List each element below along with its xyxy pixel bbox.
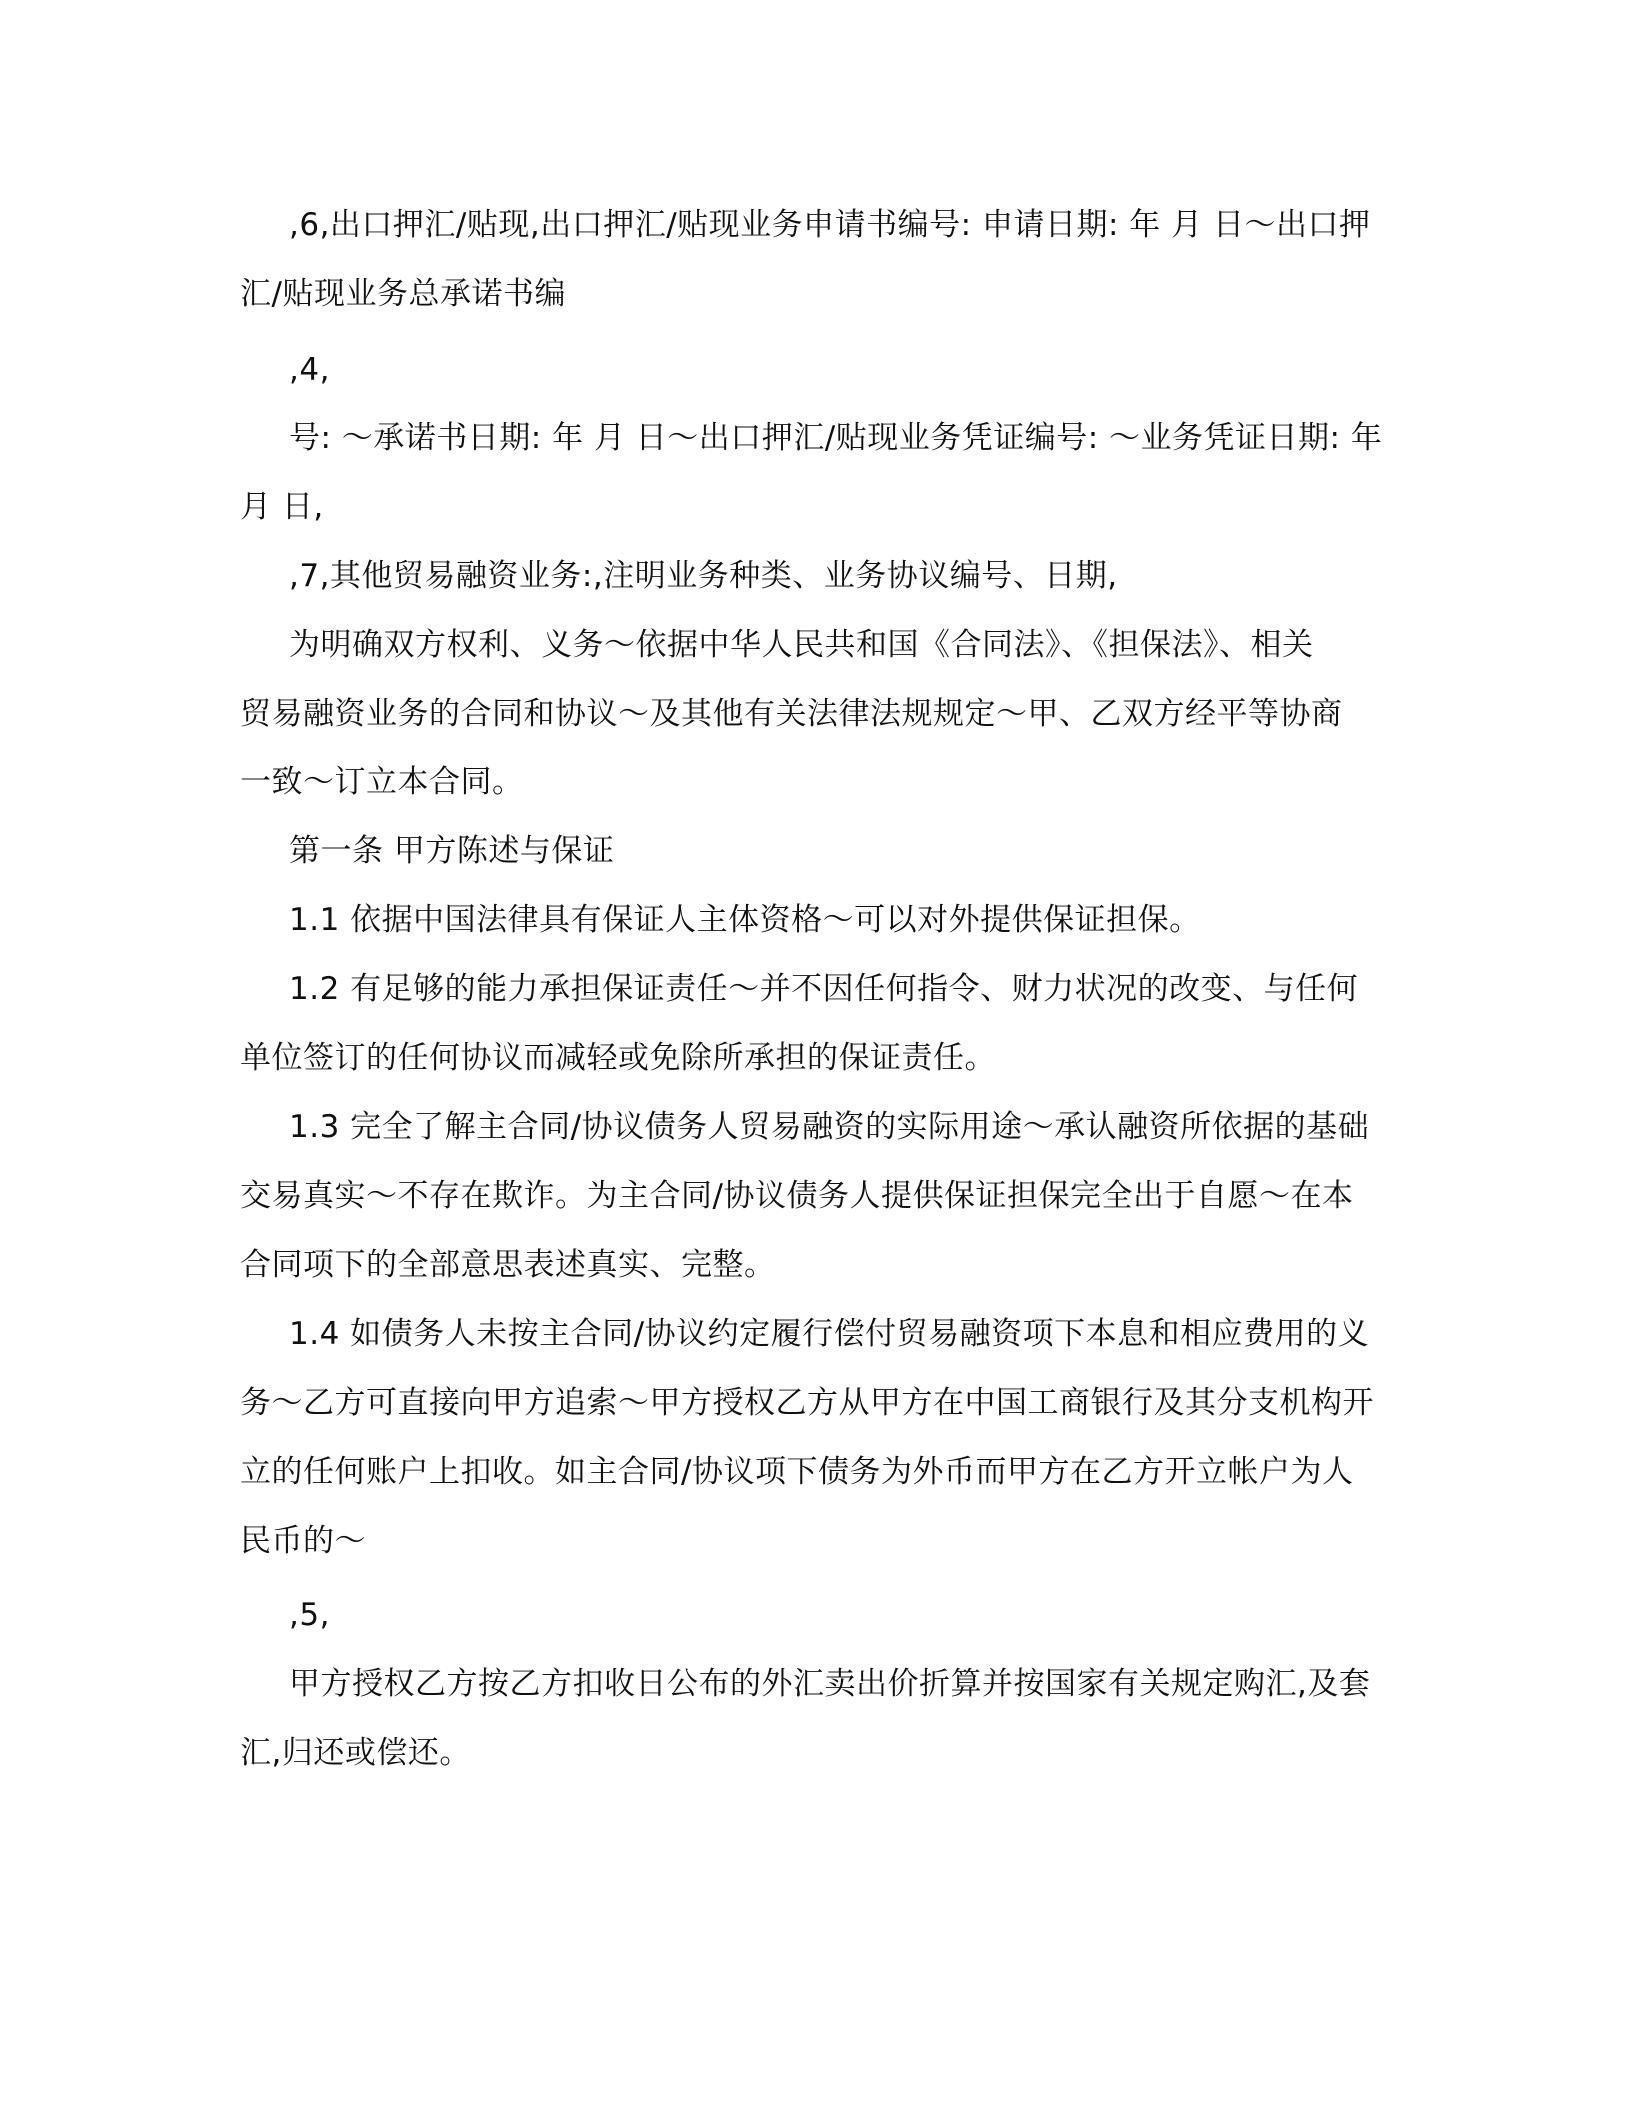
text-line: 单位签订的任何协议而减轻或免除所承担的保证责任。 [240,1040,996,1076]
text-line: 汇,归还或偿还。 [240,1735,471,1771]
text-line: 汇/贴现业务总承诺书编 [240,276,566,312]
text-line: 月 日, [240,489,324,525]
text-line: 号: ～承诺书日期: 年 月 日～出口押汇/贴现业务凭证编号: ～业务凭证日期: 年 [289,420,1383,456]
page-number: ,4, [289,352,330,388]
text-line: 1.3 完全了解主合同/协议债务人贸易融资的实际用途～承认融资所依据的基础 [289,1109,1370,1145]
text-line: 务～乙方可直接向甲方追索～甲方授权乙方从甲方在中国工商银行及其分支机构开 [240,1385,1374,1421]
section-heading: 第一条 甲方陈述与保证 [289,833,615,869]
text-line: 立的任何账户上扣收。如主合同/协议项下债务为外币而甲方在乙方开立帐户为人 [240,1454,1354,1490]
text-line: 1.4 如债务人未按主合同/协议约定履行偿付贸易融资项下本息和相应费用的义 [289,1316,1370,1352]
text-line: 甲方授权乙方按乙方扣收日公布的外汇卖出价折算并按国家有关规定购汇,及套 [289,1666,1371,1702]
text-line: 一致～订立本合同。 [240,764,524,800]
text-line: 交易真实～不存在欺诈。为主合同/协议债务人提供保证担保完全出于自愿～在本 [240,1178,1354,1214]
page-number: ,5, [289,1597,330,1633]
text-line: 为明确双方权利、义务～依据中华人民共和国《合同法》、《担保法》、相关 [289,627,1314,663]
text-line: 1.1 依据中国法律具有保证人主体资格～可以对外提供保证担保。 [289,902,1201,938]
text-line: 贸易融资业务的合同和协议～及其他有关法律法规规定～甲、乙双方经平等协商 [240,696,1343,732]
text-line: ,7,其他贸易融资业务:,注明业务种类、业务协议编号、日期, [289,558,1118,594]
text-line: 合同项下的全部意思表述真实、完整。 [240,1247,776,1283]
text-line: 民币的～ [240,1523,366,1559]
text-line: ,6,出口押汇/贴现,出口押汇/贴现业务申请书编号: 申请日期: 年 月 日～出口押 [289,207,1371,243]
text-line: 1.2 有足够的能力承担保证责任～并不因任何指令、财力状况的改变、与任何 [289,971,1359,1007]
